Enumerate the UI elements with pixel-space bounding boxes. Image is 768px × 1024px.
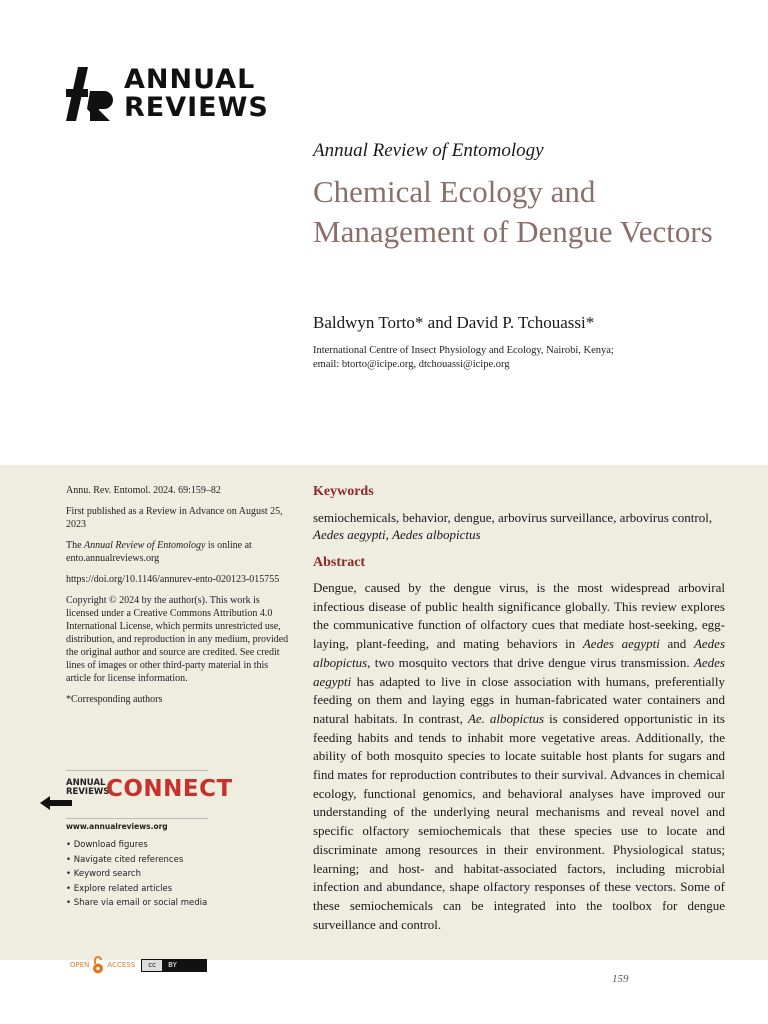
connect-reviews: REVIEWS: [66, 787, 110, 797]
access-label: ACCESS: [107, 961, 136, 969]
affiliation: International Centre of Insect Physiology and Ecology, Nairobi, Kenya;: [313, 345, 614, 356]
connect-top-rule: [66, 770, 208, 771]
keyword-aedes-albopictus: Aedes albopictus: [392, 527, 481, 542]
open-lock-icon: [92, 956, 104, 974]
open-label: OPEN: [70, 961, 90, 969]
keywords-text: [313, 509, 725, 543]
author-emails: email: btorto@icipe.org, dtchouassi@icipe.org: [313, 359, 510, 370]
doi-link[interactable]: https://doi.org/10.1146/annurev-ento-020123-015755: [66, 574, 280, 585]
abstract-part: and: [659, 636, 694, 652]
logo-line-annual: ANNUAL: [124, 64, 256, 95]
authors: Baldwyn Torto* and David P. Tchouassi*: [313, 313, 595, 332]
article-info-sidebar: [66, 484, 294, 714]
online-journal: Annual Review of Entomology: [84, 540, 206, 551]
abstract-species: Aedes albopictus: [313, 636, 726, 670]
connect-bottom-rule: [66, 818, 208, 819]
main-column: [313, 484, 725, 934]
list-item: • Explore related articles: [66, 883, 173, 894]
list-item: • Keyword search: [66, 869, 141, 879]
copyright-notice: Copyright © 2024 by the author(s). This work is licensed under a Creative Commons Attribution 4.0 International License, which permits unrestricted use, distribution, and reproduction in any medium, provided the original author and source are credited. See credit lines of images or other third-party material in this article for license information.: [66, 595, 289, 684]
logo-line-reviews: REVIEWS: [124, 92, 269, 123]
abstract-part: , two mosquito vectors that drive dengue virus transmission.: [367, 654, 694, 670]
arrow-left-icon: [40, 796, 72, 810]
keyword-separator: ,: [385, 527, 393, 542]
logo-wordmark: [124, 66, 269, 122]
first-published: First published as a Review in Advance on August 25, 2023: [66, 506, 283, 530]
abstract-species: Aedes aegypti: [313, 654, 725, 689]
online-prefix: The: [66, 540, 85, 551]
keywords-heading: Keywords: [313, 484, 374, 499]
abstract-heading: Abstract: [313, 555, 366, 570]
page-number: 159: [612, 973, 629, 985]
journal-name: Annual Review of Entomology: [313, 140, 544, 161]
abstract-species: Aedes aegypti: [582, 636, 660, 652]
online-notice: [66, 539, 294, 565]
open-access-badge: [70, 956, 207, 974]
connect-features: [66, 838, 207, 911]
affiliation-block: [313, 344, 693, 372]
corresponding-note: *Corresponding authors: [66, 694, 163, 705]
cc-icon: cc: [142, 960, 162, 971]
annual-reviews-logo: [66, 66, 269, 122]
list-item: • Share via email or social media: [66, 898, 208, 908]
abstract-species: Ae. albopictus: [467, 710, 545, 726]
cc-by-license-badge: [141, 959, 207, 972]
citation: Annu. Rev. Entomol. 2024. 69:159–82: [66, 485, 221, 496]
connect-wordmark: [66, 779, 109, 797]
article-title: Chemical Ecology and Management of Dengue Vectors: [313, 174, 713, 249]
by-label: BY: [168, 961, 177, 969]
ar-monogram-icon: [66, 67, 118, 121]
connect-title: CONNECT: [106, 776, 233, 802]
list-item: • Navigate cited references: [66, 854, 184, 865]
online-suffix: is online at ento.annualreviews.org: [66, 540, 252, 564]
abstract-part: Dengue, caused by the dengue virus, is the most widespread arboviral infectious disease of public health significance globally. This review explores the communicative function of olfactory cues that mediate host-seeking, egg-laying, plant-feeding, and mating behaviors in: [313, 580, 725, 652]
connect-annual: ANNUAL: [66, 778, 106, 788]
abstract-part: has adapted to live in close association with humans, preferentially feeding on them and laying eggs in human-fabricated water containers and natural habitats. In contrast,: [313, 673, 725, 726]
connect-url[interactable]: www.annualreviews.org: [66, 822, 168, 831]
keywords-list: semiochemicals, behavior, dengue, arbovirus surveillance, arbovirus control,: [313, 510, 713, 525]
list-item: • Download figures: [66, 840, 148, 850]
abstract-part: is considered opportunistic in its feeding habits and tends to inhabit more vegetative areas. Additionally, the ability of both mosquito species to locate suitable host plants for sugars and find mates for reproduction contributes to their survival. Advances in chemical ecology, functional genomics, and behavioral analyses have improved our understanding of the underlying neural mechanisms and reveal novel and specific olfactory semiochemicals that these species use to locate and discriminate among resources in their environment. Physiological status; learning; and host- and habitat-associated factors, including microbial infection and abundance, shape olfactory responses of these vectors. Some of these semiochemicals can be integrated into the toolbox for dengue surveillance and control.: [313, 710, 725, 932]
abstract-text: [313, 579, 725, 934]
keyword-aedes-aegypti: Aedes aegypti: [313, 527, 386, 542]
